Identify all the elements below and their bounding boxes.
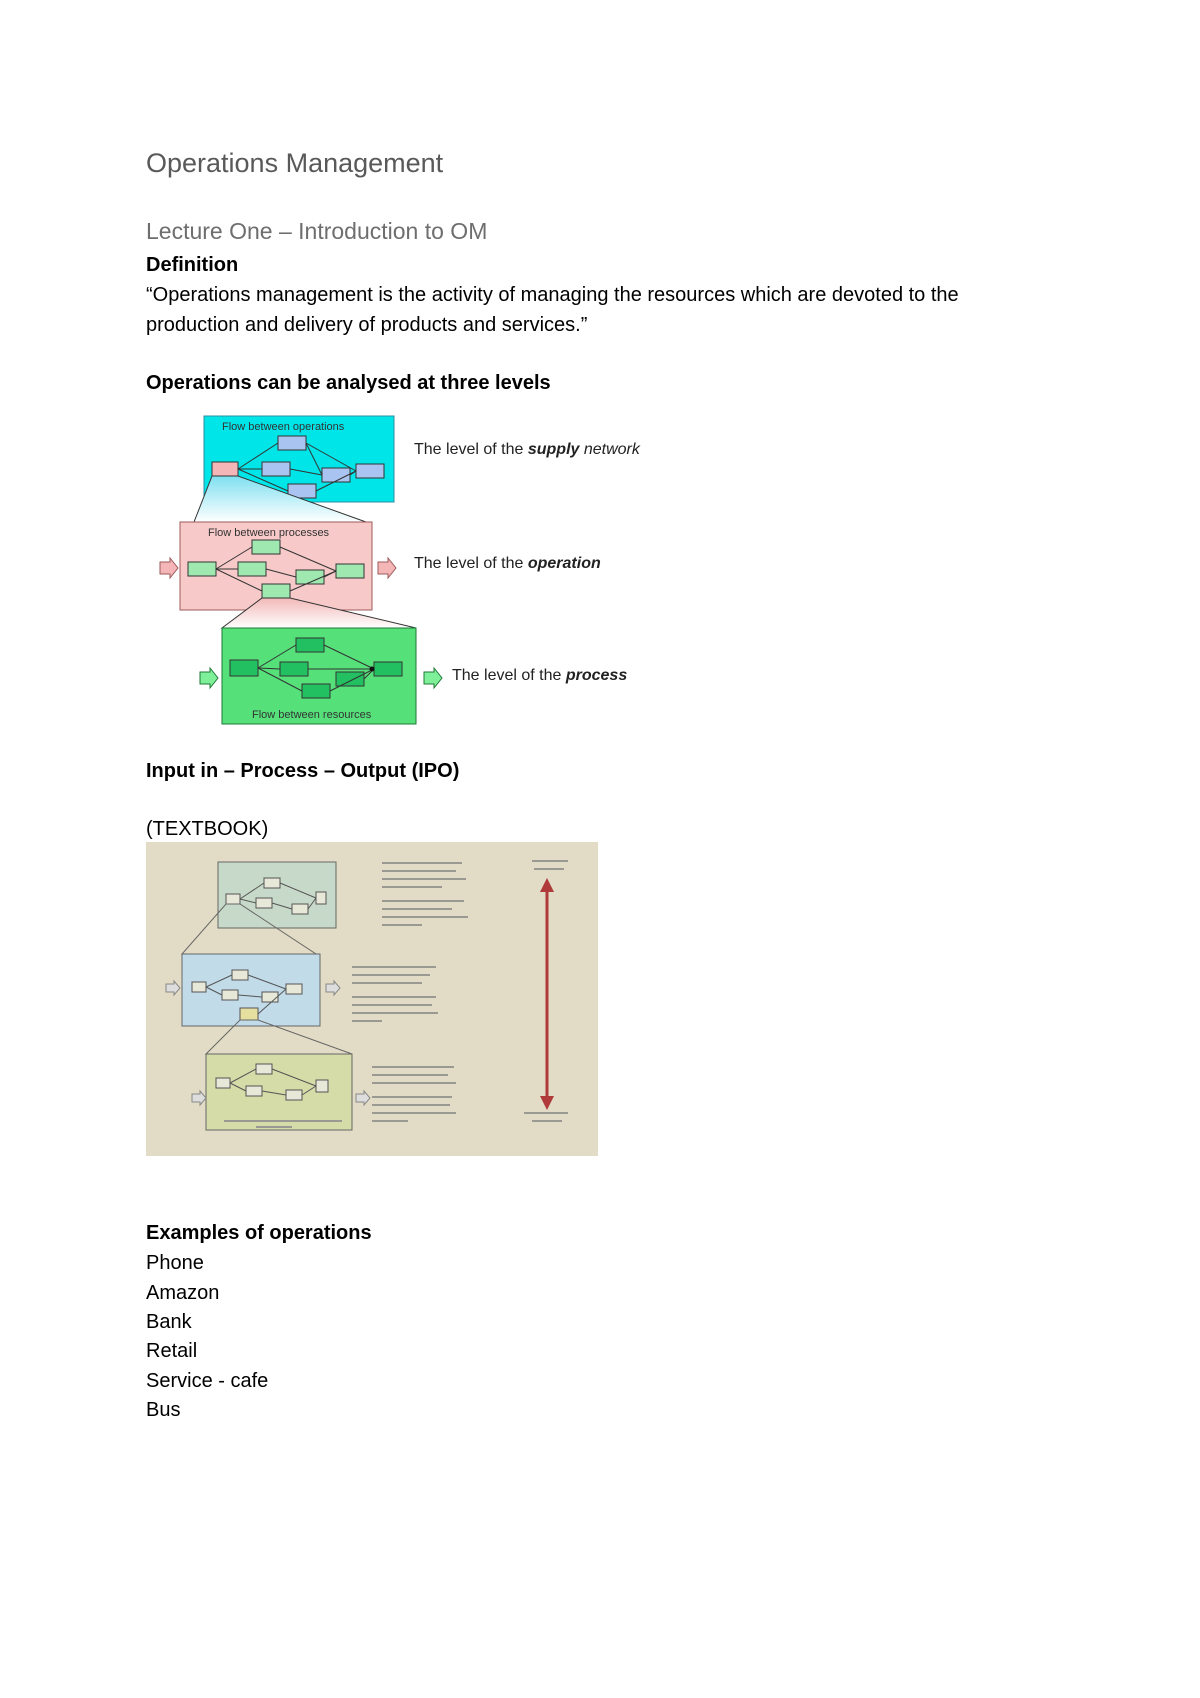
processes-level-box (160, 522, 396, 610)
example-item-amazon: Amazon (146, 1282, 220, 1304)
example-item-service-cafe: Service - cafe (146, 1370, 269, 1392)
example-item-bus: Bus (146, 1399, 181, 1421)
textbook-label: (TEXTBOOK) (146, 818, 269, 840)
input-arrow-icon (160, 558, 178, 578)
lecture-heading: Lecture One – Introduction to OM (146, 218, 488, 244)
levels-heading: Operations can be analysed at three levels (146, 372, 551, 394)
resources-level-box (200, 628, 442, 724)
example-item-bank: Bank (146, 1311, 192, 1333)
input-arrow-icon (200, 668, 218, 688)
example-item-phone: Phone (146, 1252, 204, 1274)
supply-network-level-caption: The level of the supply network (414, 441, 640, 458)
operations-box-label: Flow between operations (222, 421, 345, 433)
output-arrow-icon (424, 668, 442, 688)
three-levels-diagram (146, 412, 706, 726)
definition-line-1: “Operations management is the activity of managing the resources which are devoted to the (146, 284, 959, 306)
ipo-line: Input in – Process – Output (IPO) (146, 760, 460, 782)
processes-box-label: Flow between processes (208, 527, 330, 539)
examples-heading: Examples of operations (146, 1222, 372, 1244)
operation-level-caption: The level of the operation (414, 555, 601, 572)
output-arrow-icon (378, 558, 396, 578)
resources-box-label: Flow between resources (252, 709, 372, 721)
textbook-figure (146, 842, 598, 1156)
definition-label: Definition (146, 254, 239, 276)
definition-line-2: production and delivery of products and services.” (146, 314, 588, 336)
document-title: Operations Management (146, 148, 444, 178)
example-item-retail: Retail (146, 1340, 198, 1362)
process-level-caption: The level of the process (452, 667, 628, 684)
